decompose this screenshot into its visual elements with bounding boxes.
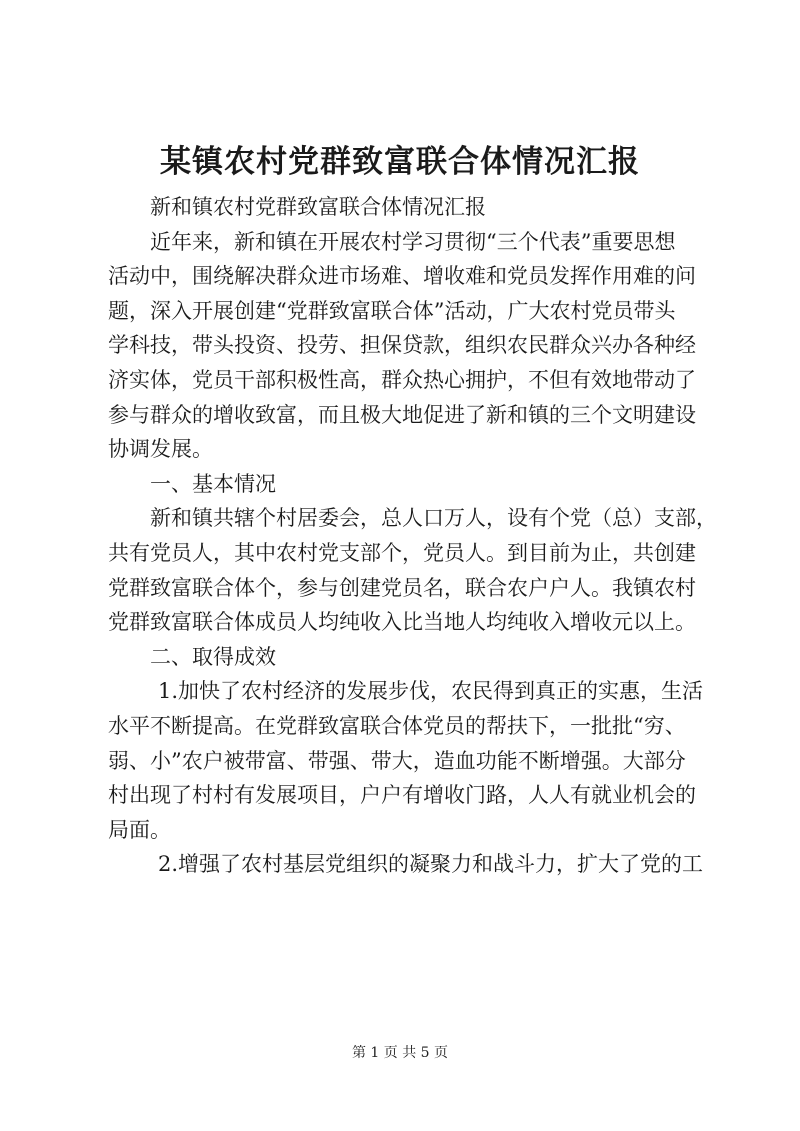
paragraph-line: 学科技，带头投资、投劳、担保贷款，组织农民群众兴办各种经 [108, 333, 696, 358]
paragraph-result-2 [108, 847, 708, 882]
section-heading-results: 二、取得成效 [150, 644, 276, 669]
paragraph-line: 共有党员人，其中农村党支部个，党员人。到目前为止，共创建 [108, 540, 696, 565]
section-heading-basic: 一、基本情况 [150, 471, 276, 496]
paragraph-line: 近年来，新和镇在开展农村学习贯彻“三个代表”重要思想 [150, 229, 676, 254]
paragraph-line: 济实体，党员干部积极性高，群众热心拥护，不但有效地带动了 [108, 367, 696, 392]
paragraph-line: 新和镇共辖个村居委会，总人口万人，设有个党（总）支部， [150, 506, 717, 531]
paragraph-line: 党群致富联合体个，参与创建党员名，联合农户户人。我镇农村 [108, 575, 696, 600]
paragraph-line: 局面。 [108, 817, 171, 842]
paragraph-line: 党群致富联合体成员人均纯收入比当地人均纯收入增收元以上。 [108, 610, 696, 635]
paragraph-line: 参与群众的增收致富，而且极大地促进了新和镇的三个文明建设 [108, 402, 696, 427]
paragraph-line: 水平不断提高。在党群致富联合体党员的帮扶下，一批批“穷、 [108, 713, 686, 738]
document-title: 某镇农村党群致富联合体情况汇报 [160, 144, 640, 180]
paragraph-line: 2.增强了农村基层党组织的凝聚力和战斗力，扩大了党的工 [158, 852, 704, 877]
paragraph-line: 题，深入开展创建“党群致富联合体”活动，广大农村党员带头 [108, 298, 676, 323]
paragraph-basic-situation [108, 501, 717, 639]
paragraph-line: 弱、小”农户被带富、带强、带大，造血功能不断增强。大部分 [108, 748, 686, 773]
paragraph-line: 村出现了村村有发展项目，户户有增收门路，人人有就业机会的 [108, 783, 696, 808]
page-footer: 第 1 页 共 5 页 [351, 1045, 449, 1061]
document-body [108, 190, 717, 882]
paragraph-line: 1.加快了农村经济的发展步伐，农民得到真正的实惠，生活 [158, 679, 704, 704]
paragraph-result-1 [108, 674, 708, 847]
paragraph-line: 协调发展。 [108, 437, 213, 462]
document-subtitle: 新和镇农村党群致富联合体情况汇报 [150, 195, 486, 219]
paragraph-line: 活动中，围绕解决群众进市场难、增收难和党员发挥作用难的问 [108, 264, 696, 289]
paragraph-intro [108, 225, 708, 467]
